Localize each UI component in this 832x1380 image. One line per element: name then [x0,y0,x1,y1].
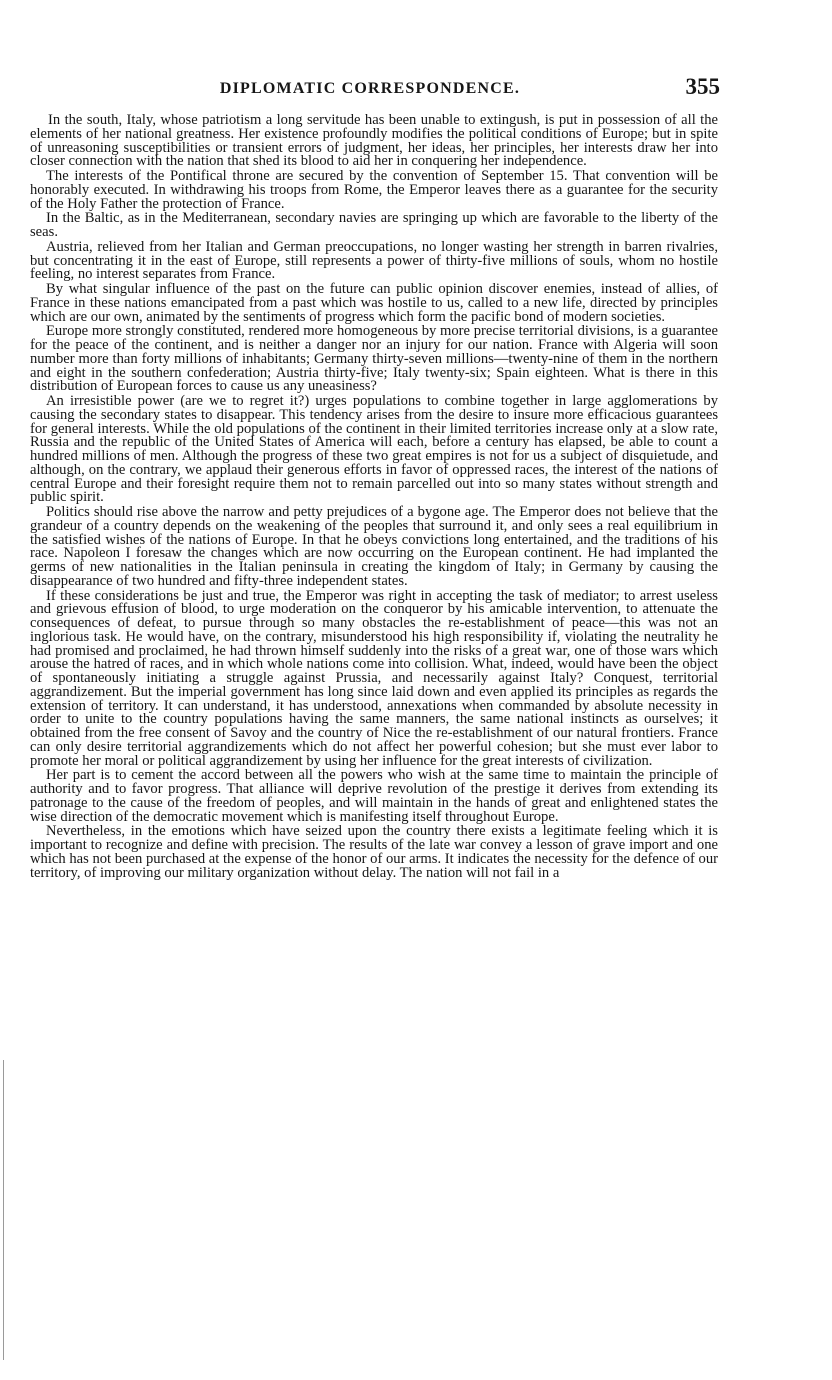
running-head: DIPLOMATIC CORRESPONDENCE. [219,80,521,97]
paragraph-mediator: If these considerations be just and true, the Emperor was right in accepting the task of mediator; to arrest useless and grievous effusion of blood, to urge moderation on the conqueror by his amicable intervention, to attenuate the consequences of defeat, to pursue through so many obstacles the re-establishment of peace—this was not an inglorious task. He would have, on the contrary, misunderstood his high responsibility if, violating the neutrality he had promised and proclaimed, he had thrown himself suddenly into the risks of a great war, one of those wars which arouse the hatred of races, and in which whole nations come into collision. What, indeed, would have been the object of spontaneously initiating a struggle against Prussia, and necessarily against Italy? Conquest, territorial aggrandizement. But the imperial government has long since laid down and even applied its principles as regards the extension of territory. It can understand, it has understood, annexations when commanded by absolute necessity in order to unite to the country populations having the same manners, the same national instincts as ourselves; it obtained from the free consent of Savoy and the country of Nice the re-establishment of our natural frontiers. France can only desire territorial aggrandizements which do not affect her powerful cohesion; but she must ever labor to promote her moral or political aggrandizement by using her influence for the great interests of civilization. [30,587,718,769]
paragraph-irresistible-power: An irresistible power (are we to regret it?) urges populations to combine together in large agglomerations by causing the secondary states to disappear. This tendency arises from the desire to insure more efficacious guarantees for general interests. While the old populations of the continent in their limited territories increase only at a slow rate, Russia and the republic of the United States of America will each, before a century has elapsed, be able to count a hundred millions of men. Although the progress of these two great empires is not for us a subject of disquietude, and although, on the contrary, we applaud their generous efforts in favor of oppressed races, the interest of the nations of central Europe and their foresight require them not to remain parcelled out into so many states without strength and public spirit. [30,393,718,506]
paragraph-politics: Politics should rise above the narrow and petty prejudices of a bygone age. The Emperor does not believe that the grandeur of a country depends on the weakening of the peoples that surround it, and only sees a real equilibrium in the satisfied wishes of the nations of Europe. In that he obeys convictions long entertained, and the traditions of his race. Napoleon I foresaw the changes which are now occurring on the European continent. He had implanted the germs of new nationalities in the Italian peninsula in creating the kingdom of Italy; in Germany by causing the disappearance of two hundred and fifty-three independent states. [30,504,718,589]
page-number: 355 [685,74,720,99]
paragraph-italy: In the south, Italy, whose patriotism a long servitude has been unable to extingush, is put in possession of all the elements of her national greatness. Her existence profoundly modifies the political conditions of Europe; but in spite of unreasoning susceptibilities or transient errors of judgment, her ideas, her principles, her interests draw her into closer connection with the nation that shed its blood to aid her in conquering her independence. [30,112,718,170]
paragraph-europe-constituted: Europe more strongly constituted, rendered more homogeneous by more precise territorial divisions, is a guarantee for the peace of the continent, and is neither a danger nor an injury for our nation. France with Algeria will soon number more than forty millions of inhabitants; Germany thirty-seven millions—twenty-nine of them in the northern and eight in the southern confederation; Austria thirty-five; Italy twenty-six; Spain eighteen. What is there in this distribution of European forces to cause us any uneasiness? [30,323,718,395]
margin-rule [3,1060,4,1360]
paragraph-singular-influence: By what singular influence of the past on the future can public opinion discover enemies, instead of allies, of France in these nations emancipated from a past which was hostile to us, called to a new life, directed by principles which are our own, animated by the sentiments of progress which form the pacific bond of modern societies. [30,281,718,325]
body-text [30,114,718,881]
paragraph-baltic: In the Baltic, as in the Mediterranean, secondary navies are springing up which are favorable to the liberty of the seas. [30,210,718,240]
paragraph-austria: Austria, relieved from her Italian and German preoccupations, no longer wasting her strength in barren rivalries, but concentrating it in the east of Europe, still represents a power of thirty-five millions of souls, whom no hostile feeling, no interest separates from France. [30,238,718,283]
paragraph-pontifical-throne: The interests of the Pontifical throne are secured by the convention of September 15. That convention will be honorably executed. In withdrawing his troops from Rome, the Emperor leaves there as a guarantee for the security of the Holy Father the protection of France. [30,168,718,212]
page-header [0,74,832,108]
paragraph-nevertheless: Nevertheless, in the emotions which have seized upon the country there exists a legitimate feeling which it is important to recognize and define with precision. The results of the late war convey a lesson of grave import and one which has not been purchased at the expense of the honor of our arms. It indicates the necessity for the defence of our territory, of improving our military organization without delay. The nation will not fail in a [30,823,718,881]
paragraph-accord: Her part is to cement the accord between all the powers who wish at the same time to maintain the principle of authority and to favor progress. That alliance will deprive revolution of the prestige it derives from extending its patronage to the cause of the freedom of peoples, and will maintain in the hands of great and enlightened states the wise direction of the democratic movement which is manifesting itself throughout Europe. [30,767,718,825]
